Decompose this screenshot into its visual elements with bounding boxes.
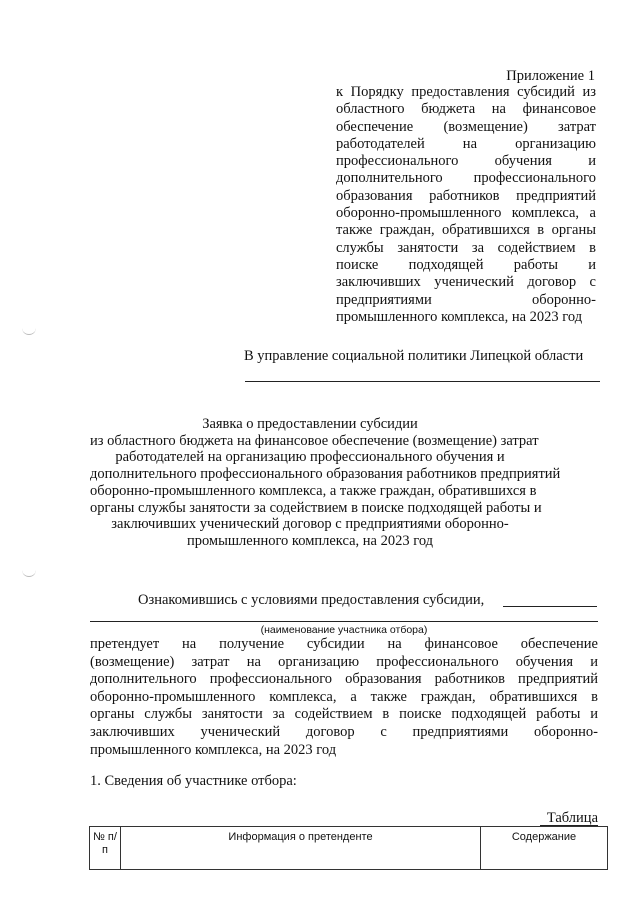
request-title-line: промышленного комплекса, на 2023 год [186,532,434,549]
appendix-title: Приложение 1 [506,68,595,84]
table-header-row [90,827,608,870]
request-title-line: Заявка о предоставлении субсидии [202,416,418,432]
appendix-line: образования работников предприятий [336,187,596,204]
request-title-line: работодателей на организацию профессионального обучения и [115,449,505,466]
header-content: Содержание [481,827,608,870]
body-line: дополнительного профессионального образования работников предприятий [90,671,598,688]
appendix-text [336,84,596,326]
appendix-line: обеспечение (возмещение) затрат [336,118,596,135]
request-title-line: оборонно-промышленного комплекса, а также граждан, обратившихся в [90,482,537,499]
header-number: № п/п [90,827,121,870]
table-label: Таблица [546,810,598,826]
appendix-line: профессионального обучения и [336,153,596,170]
request-title [90,416,561,550]
appendix-line: также граждан, обратившихся в органы [336,222,596,239]
body-line: промышленного комплекса, на 2023 год [90,741,337,758]
intro-blank-line [503,606,597,607]
addressee-blank-line [245,381,600,382]
appendix-line: работодателей на организацию [336,135,596,152]
header-info: Информация о претенденте [121,827,481,870]
scan-mark [22,326,36,335]
request-title-line: дополнительного профессионального образования работников предприятий [90,466,561,483]
participant-info-table [89,826,608,870]
body-line: (возмещение) затрат на организацию профессионального обучения и [90,653,598,670]
participant-name-caption: (наименование участника отбора) [260,624,428,636]
body-line: претендует на получение субсидии на финансовое обеспечение [90,636,598,652]
section-heading: 1. Сведения об участнике отбора: [90,773,297,789]
body-line: органы службы занятости за содействием в поиске подходящей работы и [90,706,598,723]
appendix-line: поиске подходящей работы и [336,256,596,273]
appendix-line: оборонно-промышленного комплекса, а [336,205,596,222]
request-title-line: заключивших ученический договор с предприятиями оборонно- [111,516,509,533]
appendix-line: заключивших ученический договор с [336,274,596,291]
intro-text: Ознакомившись с условиями предоставления субсидии, [138,592,485,608]
appendix-line: службы занятости за содействием в [336,239,596,256]
appendix-line: промышленного комплекса, на 2023 год [336,308,583,325]
appendix-line: дополнительного профессионального [336,170,596,187]
body-line: оборонно-промышленного комплекса, а также граждан, обратившихся в [90,688,598,705]
appendix-line: областного бюджета на финансовое [336,101,596,118]
scan-mark [22,568,36,577]
appendix-line: предприятиями оборонно- [336,291,596,308]
addressee: В управление социальной политики Липецкой области [244,348,584,364]
appendix-line: к Порядку предоставления субсидий из [336,84,596,100]
body-line: заключивших ученический договор с предприятиями оборонно- [90,723,598,740]
body-text [90,636,598,759]
participant-name-line [90,621,598,622]
request-title-line: органы службы занятости за содействием в поиске подходящей работы и [90,499,542,516]
request-title-line: из областного бюджета на финансовое обеспечение (возмещение) затрат [90,432,539,449]
